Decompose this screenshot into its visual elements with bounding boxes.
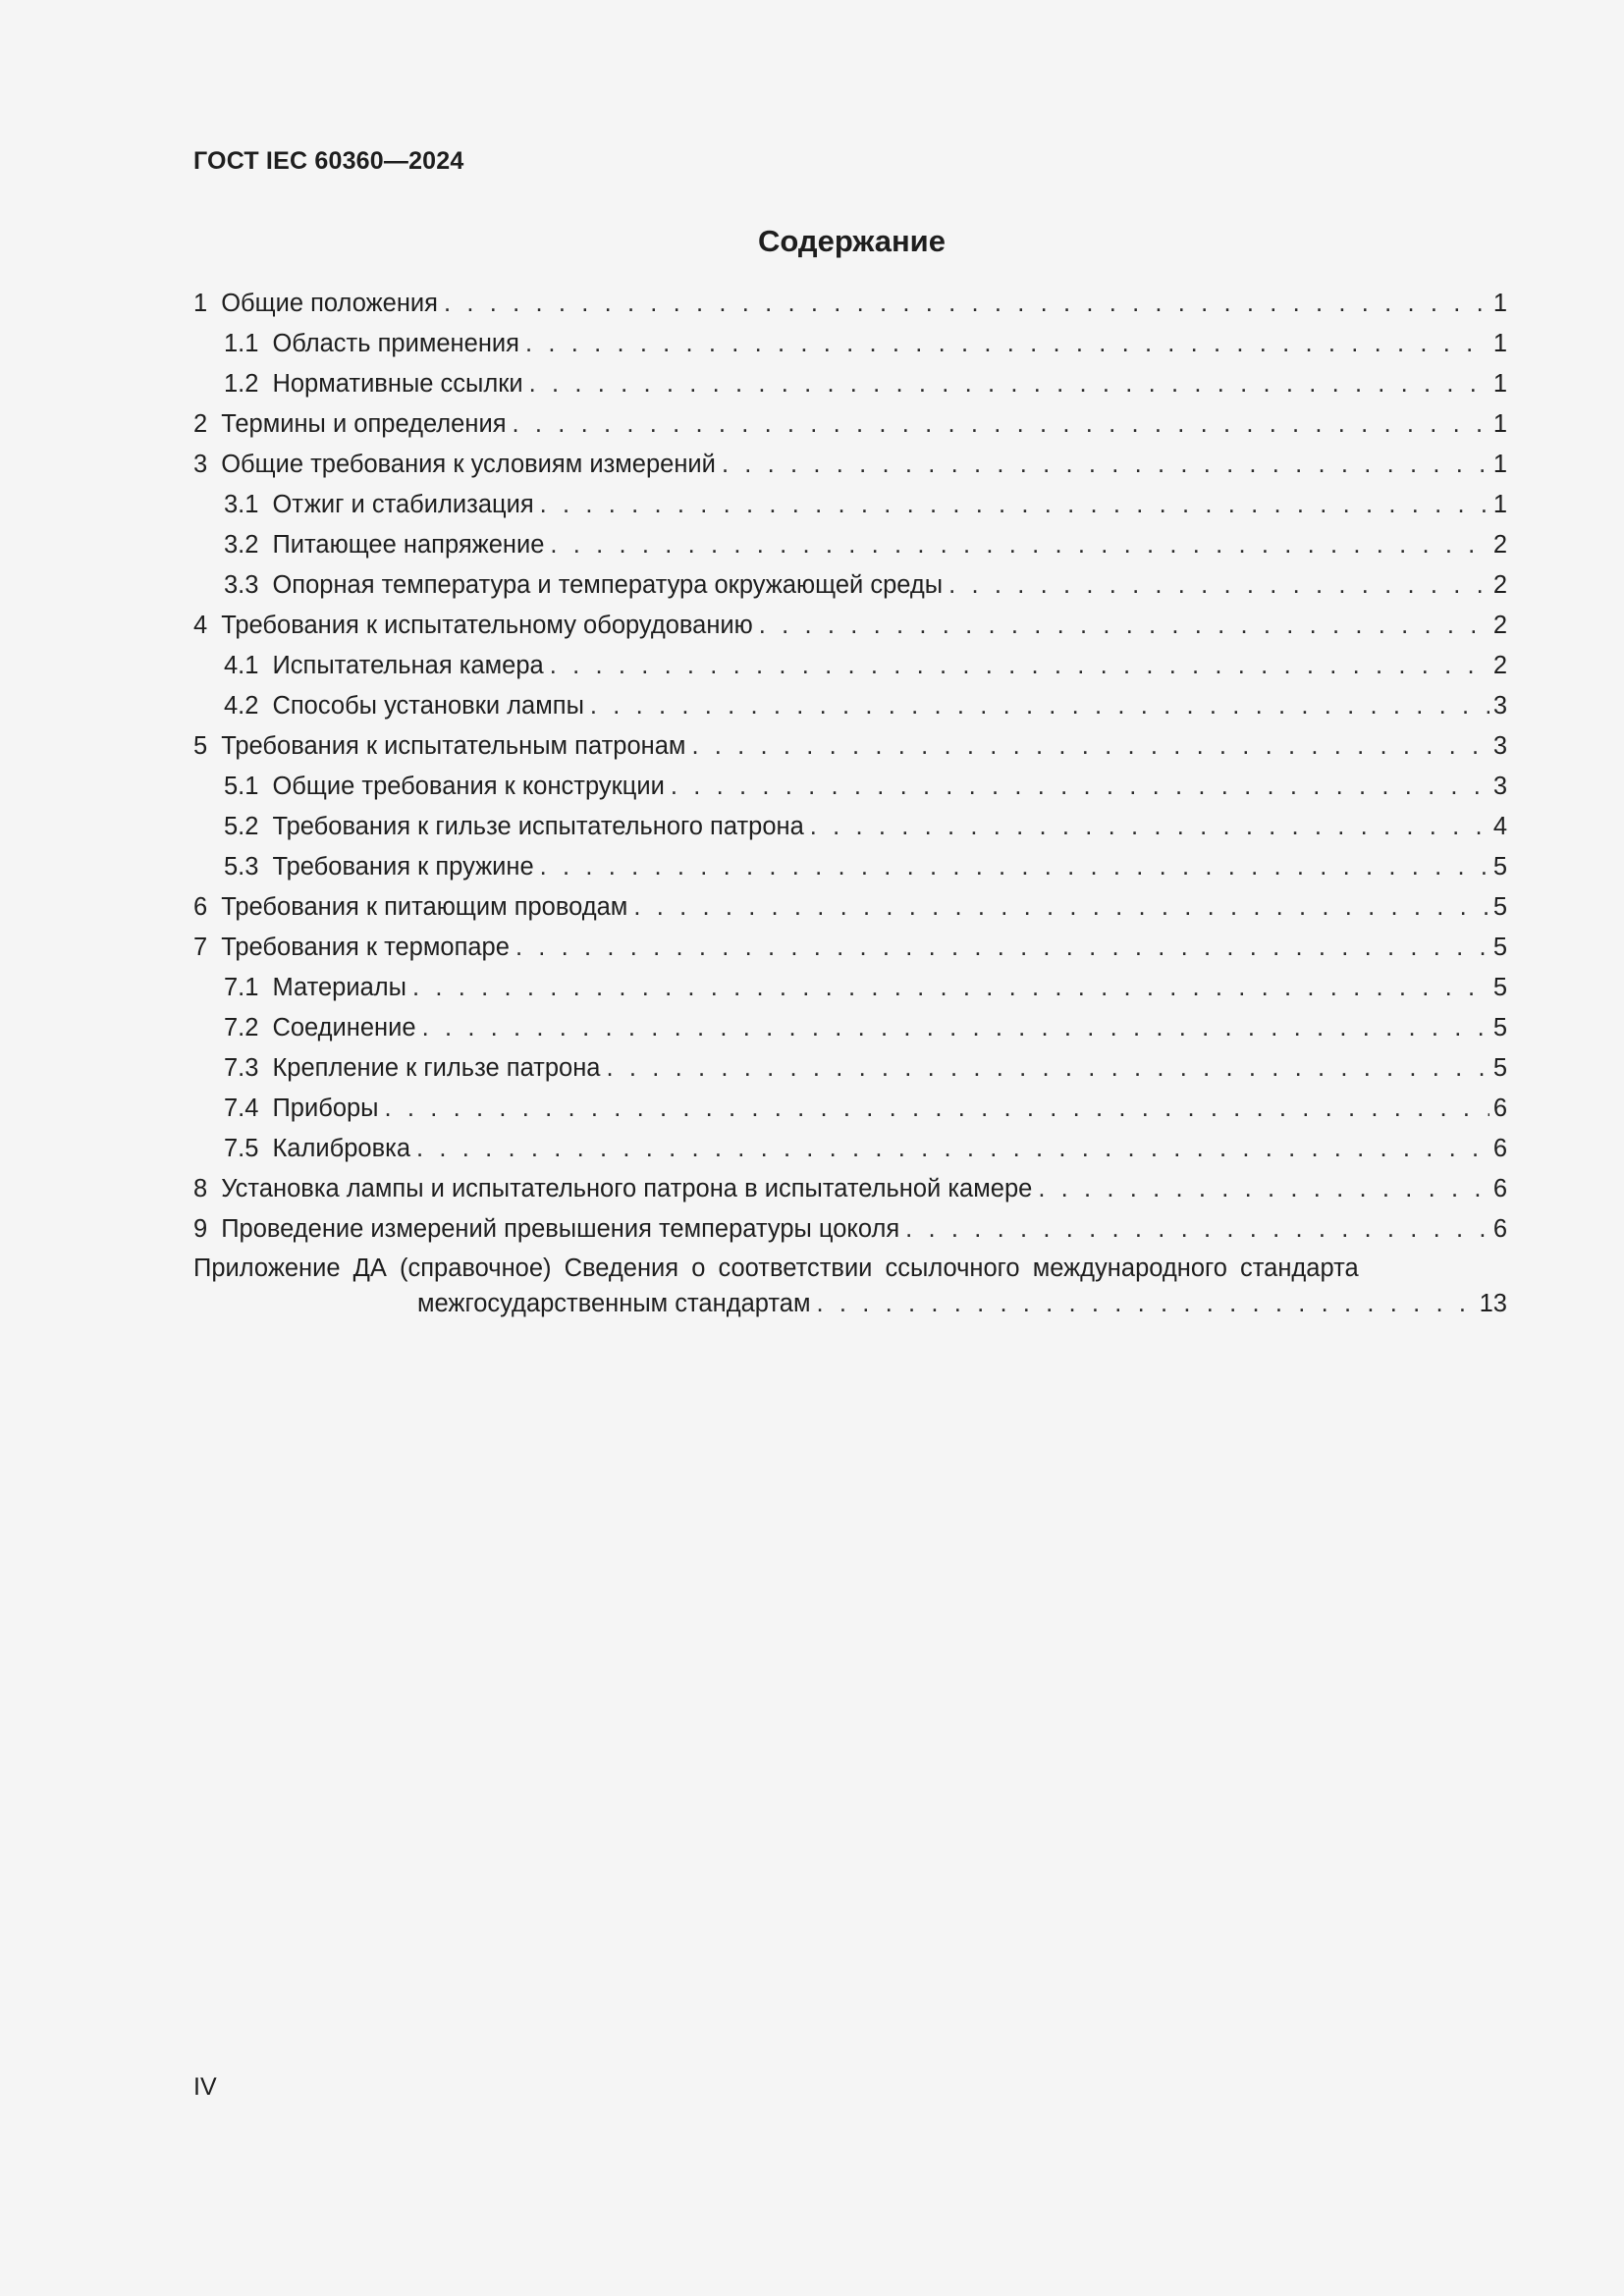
- toc-entry-label: Опорная температура и температура окружающей среды: [272, 571, 944, 599]
- toc-entry[interactable]: [193, 1009, 1507, 1049]
- toc-entry-number: 5: [193, 732, 208, 760]
- dot-leader: [529, 365, 1489, 402]
- dot-leader: [525, 325, 1489, 362]
- toc-entry[interactable]: [193, 1170, 1507, 1210]
- page-number: IV: [193, 2073, 217, 2101]
- toc-entry-label: Общие положения: [221, 290, 438, 317]
- toc-entry-number: 6: [193, 893, 208, 921]
- toc-entry-number: 7.2: [224, 1014, 259, 1041]
- toc-page-number: 1: [1492, 451, 1507, 478]
- toc-entry[interactable]: [193, 848, 1507, 888]
- toc-entry-number: 9: [193, 1215, 208, 1243]
- toc-entry[interactable]: [193, 768, 1507, 808]
- toc-page-number: 6: [1492, 1215, 1507, 1243]
- toc-entry[interactable]: [193, 647, 1507, 687]
- toc-entry[interactable]: [193, 486, 1507, 526]
- toc-entry-number: 1.1: [224, 330, 259, 357]
- toc-entry-number: 3.1: [224, 491, 259, 518]
- dot-leader: [444, 285, 1489, 322]
- toc-page-number: 5: [1492, 1014, 1507, 1041]
- toc-page-number: 1: [1492, 330, 1507, 357]
- dot-leader: [540, 848, 1489, 885]
- toc-page-number: 1: [1492, 410, 1507, 438]
- toc-entry-label: Общие требования к условиям измерений: [221, 451, 716, 478]
- dot-leader: [633, 888, 1489, 926]
- dot-leader: [513, 405, 1489, 443]
- dot-leader: [550, 647, 1489, 684]
- toc-page-number: 4: [1492, 813, 1507, 840]
- toc-entry-label: Питающее напряжение: [272, 531, 545, 559]
- toc-entry-number: 5.2: [224, 813, 259, 840]
- toc-page-number: 1: [1492, 290, 1507, 317]
- toc-entry[interactable]: [193, 325, 1507, 365]
- toc-page-number: 3: [1492, 692, 1507, 720]
- toc-page-number: 1: [1492, 370, 1507, 398]
- toc-entry[interactable]: [193, 1049, 1507, 1090]
- toc-entry-number: 5.3: [224, 853, 259, 881]
- dot-leader: [1038, 1170, 1489, 1207]
- toc-page-number: 5: [1492, 1054, 1507, 1082]
- toc-entry[interactable]: [193, 607, 1507, 647]
- dot-leader: [515, 929, 1489, 966]
- toc-appendix-entry[interactable]: [193, 1251, 1507, 1321]
- toc-entry-number: 3.3: [224, 571, 259, 599]
- toc-page-number: 2: [1492, 652, 1507, 679]
- toc-entry-number: 7: [193, 934, 208, 961]
- toc-entry-label: Проведение измерений превышения температуры цоколя: [221, 1215, 900, 1243]
- toc-entry-label: Требования к испытательным патронам: [221, 732, 686, 760]
- toc-page-number: 6: [1492, 1095, 1507, 1122]
- toc-page-number: 5: [1492, 893, 1507, 921]
- toc-title: Содержание: [758, 224, 946, 258]
- toc-page-number: 13: [1479, 1290, 1507, 1317]
- dot-leader: [816, 1286, 1475, 1321]
- toc-entry-number: 4.2: [224, 692, 259, 720]
- toc-entry-number: 7.1: [224, 974, 259, 1001]
- dot-leader: [412, 969, 1489, 1006]
- toc-entry[interactable]: [193, 969, 1507, 1009]
- toc-page-number: 3: [1492, 732, 1507, 760]
- toc-entry-number: 5.1: [224, 773, 259, 800]
- toc-entry[interactable]: [193, 1130, 1507, 1170]
- toc-entry-number: 7.5: [224, 1135, 259, 1162]
- dot-leader: [590, 687, 1489, 724]
- toc-entry[interactable]: [193, 285, 1507, 325]
- toc-entry-number: 3.2: [224, 531, 259, 559]
- appendix-title-line1: Приложение ДА (справочное) Сведения о соответствии ссылочного международного стандарта: [193, 1255, 1359, 1282]
- dot-leader: [540, 486, 1489, 523]
- toc-entry-number: 3: [193, 451, 208, 478]
- toc-entry-label: Соединение: [272, 1014, 416, 1041]
- toc-entry-label: Требования к пружине: [272, 853, 534, 881]
- toc-entry-label: Общие требования к конструкции: [272, 773, 665, 800]
- toc-entry[interactable]: [193, 687, 1507, 727]
- appendix-title-line2: межгосударственным стандартам: [417, 1290, 811, 1317]
- toc-page-number: 3: [1492, 773, 1507, 800]
- toc-entry-number: 4.1: [224, 652, 259, 679]
- toc-page-number: 6: [1492, 1175, 1507, 1202]
- table-of-contents: [193, 285, 1507, 1321]
- toc-entry[interactable]: [193, 727, 1507, 768]
- toc-entry[interactable]: [193, 808, 1507, 848]
- toc-page-number: 2: [1492, 531, 1507, 559]
- toc-entry-label: Нормативные ссылки: [272, 370, 523, 398]
- toc-entry-label: Приборы: [272, 1095, 379, 1122]
- dot-leader: [810, 808, 1489, 845]
- toc-entry-label: Требования к испытательному оборудованию: [221, 612, 753, 639]
- dot-leader: [905, 1210, 1489, 1248]
- toc-entry-label: Область применения: [272, 330, 519, 357]
- toc-page-number: 2: [1492, 612, 1507, 639]
- toc-entry-label: Способы установки лампы: [272, 692, 584, 720]
- document-header: ГОСТ IEC 60360—2024: [193, 147, 464, 175]
- toc-entry-label: Испытательная камера: [272, 652, 544, 679]
- toc-entry[interactable]: [193, 1090, 1507, 1130]
- toc-entry-label: Требования к питающим проводам: [221, 893, 628, 921]
- toc-page-number: 6: [1492, 1135, 1507, 1162]
- toc-entry-number: 1.2: [224, 370, 259, 398]
- toc-entry-label: Калибровка: [272, 1135, 411, 1162]
- dot-leader: [550, 526, 1489, 563]
- toc-entry-number: 4: [193, 612, 208, 639]
- toc-entry-number: 7.3: [224, 1054, 259, 1082]
- toc-entry-number: 1: [193, 290, 208, 317]
- dot-leader: [759, 607, 1489, 644]
- toc-page-number: 1: [1492, 491, 1507, 518]
- dot-leader: [607, 1049, 1489, 1087]
- toc-entry[interactable]: [193, 446, 1507, 486]
- toc-entry-label: Требования к гильзе испытательного патрона: [272, 813, 804, 840]
- dot-leader: [416, 1130, 1489, 1167]
- dot-leader: [948, 566, 1489, 604]
- dot-leader: [671, 768, 1489, 805]
- toc-page-number: 5: [1492, 934, 1507, 961]
- dot-leader: [422, 1009, 1489, 1046]
- toc-entry-label: Отжиг и стабилизация: [272, 491, 534, 518]
- toc-entry[interactable]: [193, 929, 1507, 969]
- toc-entry-label: Установка лампы и испытательного патрона в испытательной камере: [221, 1175, 1033, 1202]
- toc-entry-number: 2: [193, 410, 208, 438]
- toc-page-number: 5: [1492, 853, 1507, 881]
- toc-entry-label: Крепление к гильзе патрона: [272, 1054, 601, 1082]
- dot-leader: [691, 727, 1489, 765]
- toc-entry-label: Материалы: [272, 974, 406, 1001]
- toc-entry[interactable]: [193, 888, 1507, 929]
- toc-page-number: 5: [1492, 974, 1507, 1001]
- toc-entry[interactable]: [193, 365, 1507, 405]
- dot-leader: [722, 446, 1489, 483]
- dot-leader: [385, 1090, 1489, 1127]
- toc-entry[interactable]: [193, 1210, 1507, 1251]
- toc-entry-number: 7.4: [224, 1095, 259, 1122]
- toc-entry[interactable]: [193, 405, 1507, 446]
- toc-entry[interactable]: [193, 566, 1507, 607]
- toc-entry[interactable]: [193, 526, 1507, 566]
- toc-entry-label: Термины и определения: [221, 410, 507, 438]
- toc-page-number: 2: [1492, 571, 1507, 599]
- toc-entry-number: 8: [193, 1175, 208, 1202]
- toc-entry-label: Требования к термопаре: [221, 934, 510, 961]
